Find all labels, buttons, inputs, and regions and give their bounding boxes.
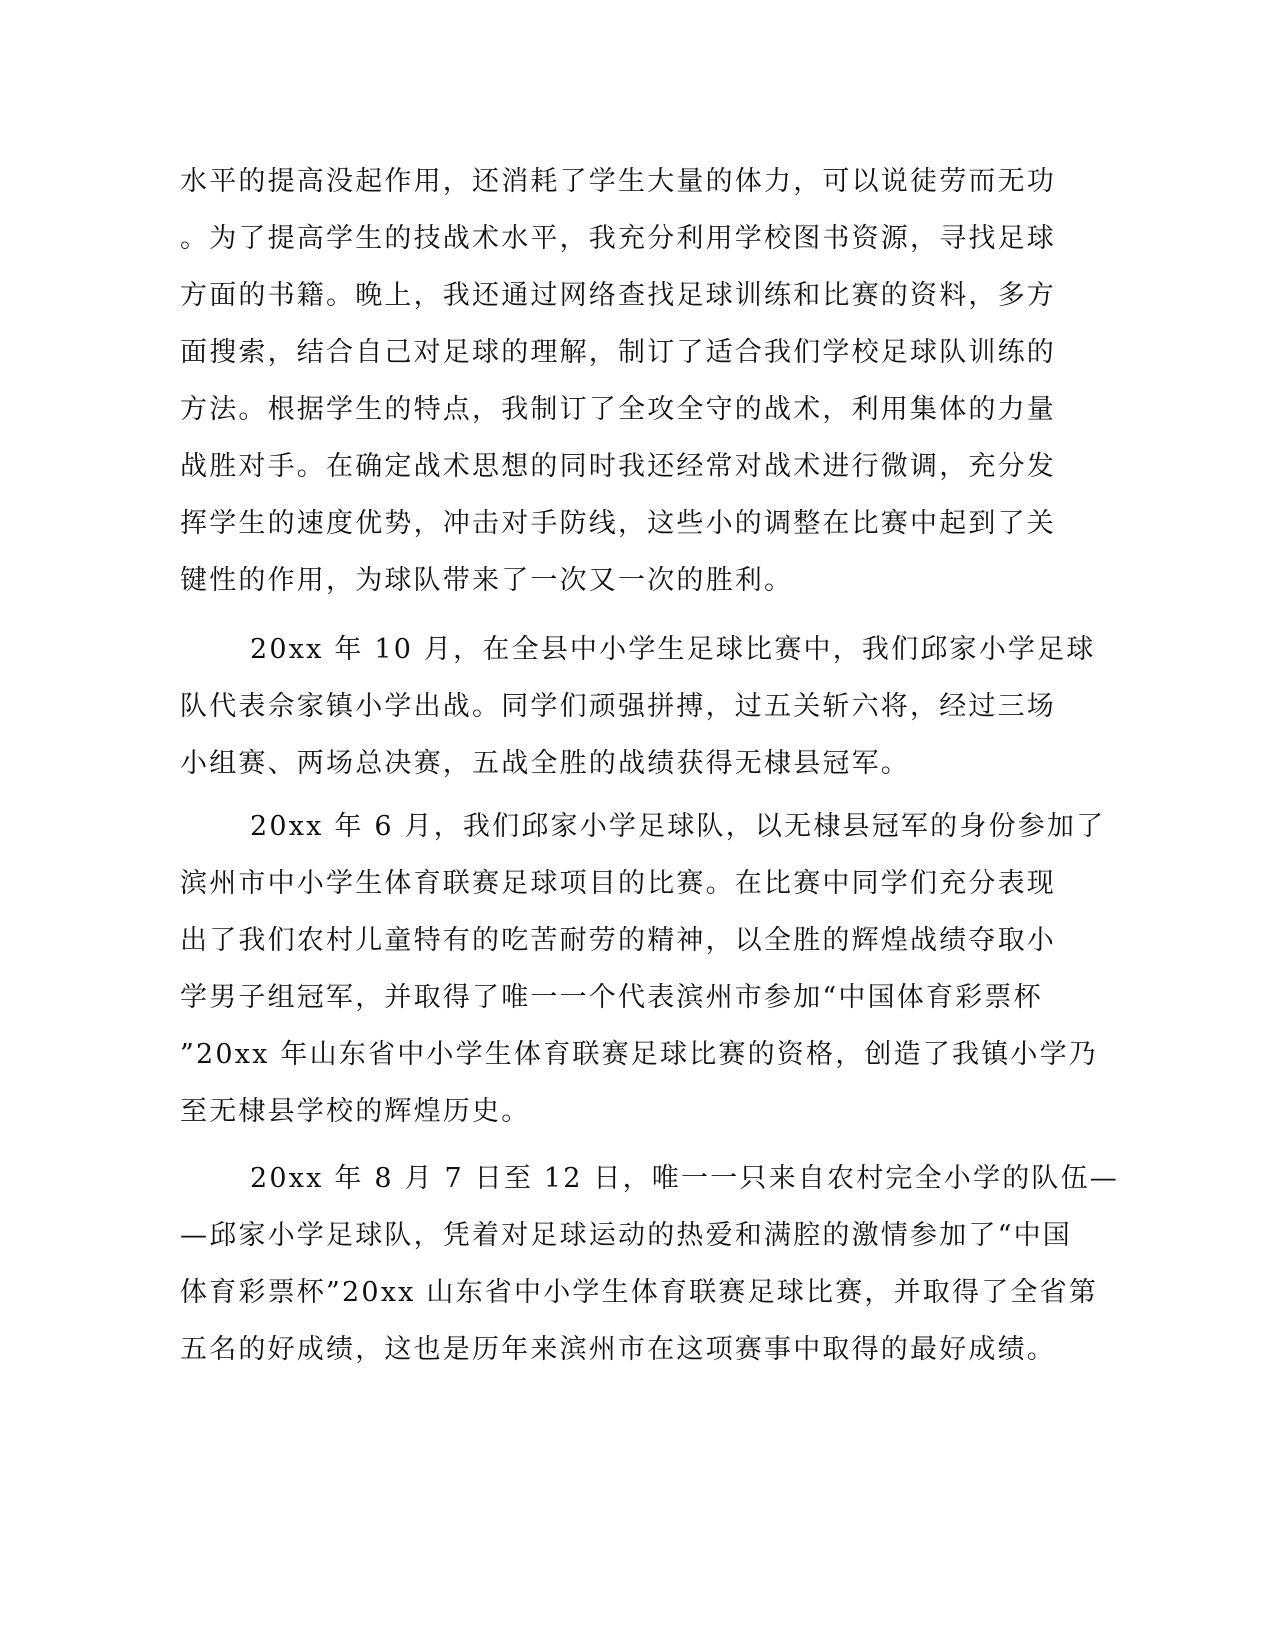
text-line: 队代表佘家镇小学出战。同学们顽强拼搏，过五关斩六将，经过三场 [180, 691, 1056, 722]
text-line: 学男子组冠军，并取得了唯一一个代表滨州市参加“中国体育彩票杯 [180, 982, 1043, 1013]
text-line: 五名的好成绩，这也是历年来滨州市在这项赛事中取得的最好成绩。 [180, 1334, 1056, 1365]
text-line: ”20xx 年山东省中小学生体育联赛足球比赛的资格，创造了我镇小学乃 [180, 1039, 1098, 1070]
text-line: 。为了提高学生的技战术水平，我充分利用学校图书资源，寻找足球 [180, 223, 1056, 254]
text-line: 水平的提高没起作用，还消耗了学生大量的体力，可以说徒劳而无功 [180, 166, 1056, 197]
text-line: —邱家小学足球队，凭着对足球运动的热爱和满腔的激情参加了“中国 [180, 1220, 1073, 1251]
text-line: 挥学生的速度优势，冲击对手防线，这些小的调整在比赛中起到了关 [180, 508, 1056, 539]
text-line: 滨州市中小学生体育联赛足球项目的比赛。在比赛中同学们充分表现 [180, 868, 1056, 899]
paragraph-first-line: 20xx 年 6 月，我们邱家小学足球队，以无棣县冠军的身份参加了 [250, 811, 1106, 842]
text-line: 面搜索，结合自己对足球的理解，制订了适合我们学校足球队训练的 [180, 337, 1056, 368]
paragraph-first-line: 20xx 年 10 月，在全县中小学生足球比赛中，我们邱家小学足球 [250, 634, 1096, 665]
text-line: 至无棣县学校的辉煌历史。 [180, 1096, 531, 1127]
text-line: 方面的书籍。晚上，我还通过网络查找足球训练和比赛的资料，多方 [180, 280, 1056, 311]
text-line: 方法。根据学生的特点，我制订了全攻全守的战术，利用集体的力量 [180, 394, 1056, 425]
text-line: 体育彩票杯”20xx 山东省中小学生体育联赛足球比赛，并取得了全省第 [180, 1277, 1098, 1308]
text-line: 键性的作用，为球队带来了一次又一次的胜利。 [180, 565, 794, 596]
text-line: 小组赛、两场总决赛，五战全胜的战绩获得无棣县冠军。 [180, 748, 910, 779]
text-line: 战胜对手。在确定战术思想的同时我还经常对战术进行微调，充分发 [180, 451, 1056, 482]
paragraph-first-line: 20xx 年 8 月 7 日至 12 日，唯一一只来自农村完全小学的队伍— [250, 1163, 1119, 1194]
text-line: 出了我们农村儿童特有的吃苦耐劳的精神，以全胜的辉煌战绩夺取小 [180, 925, 1056, 956]
